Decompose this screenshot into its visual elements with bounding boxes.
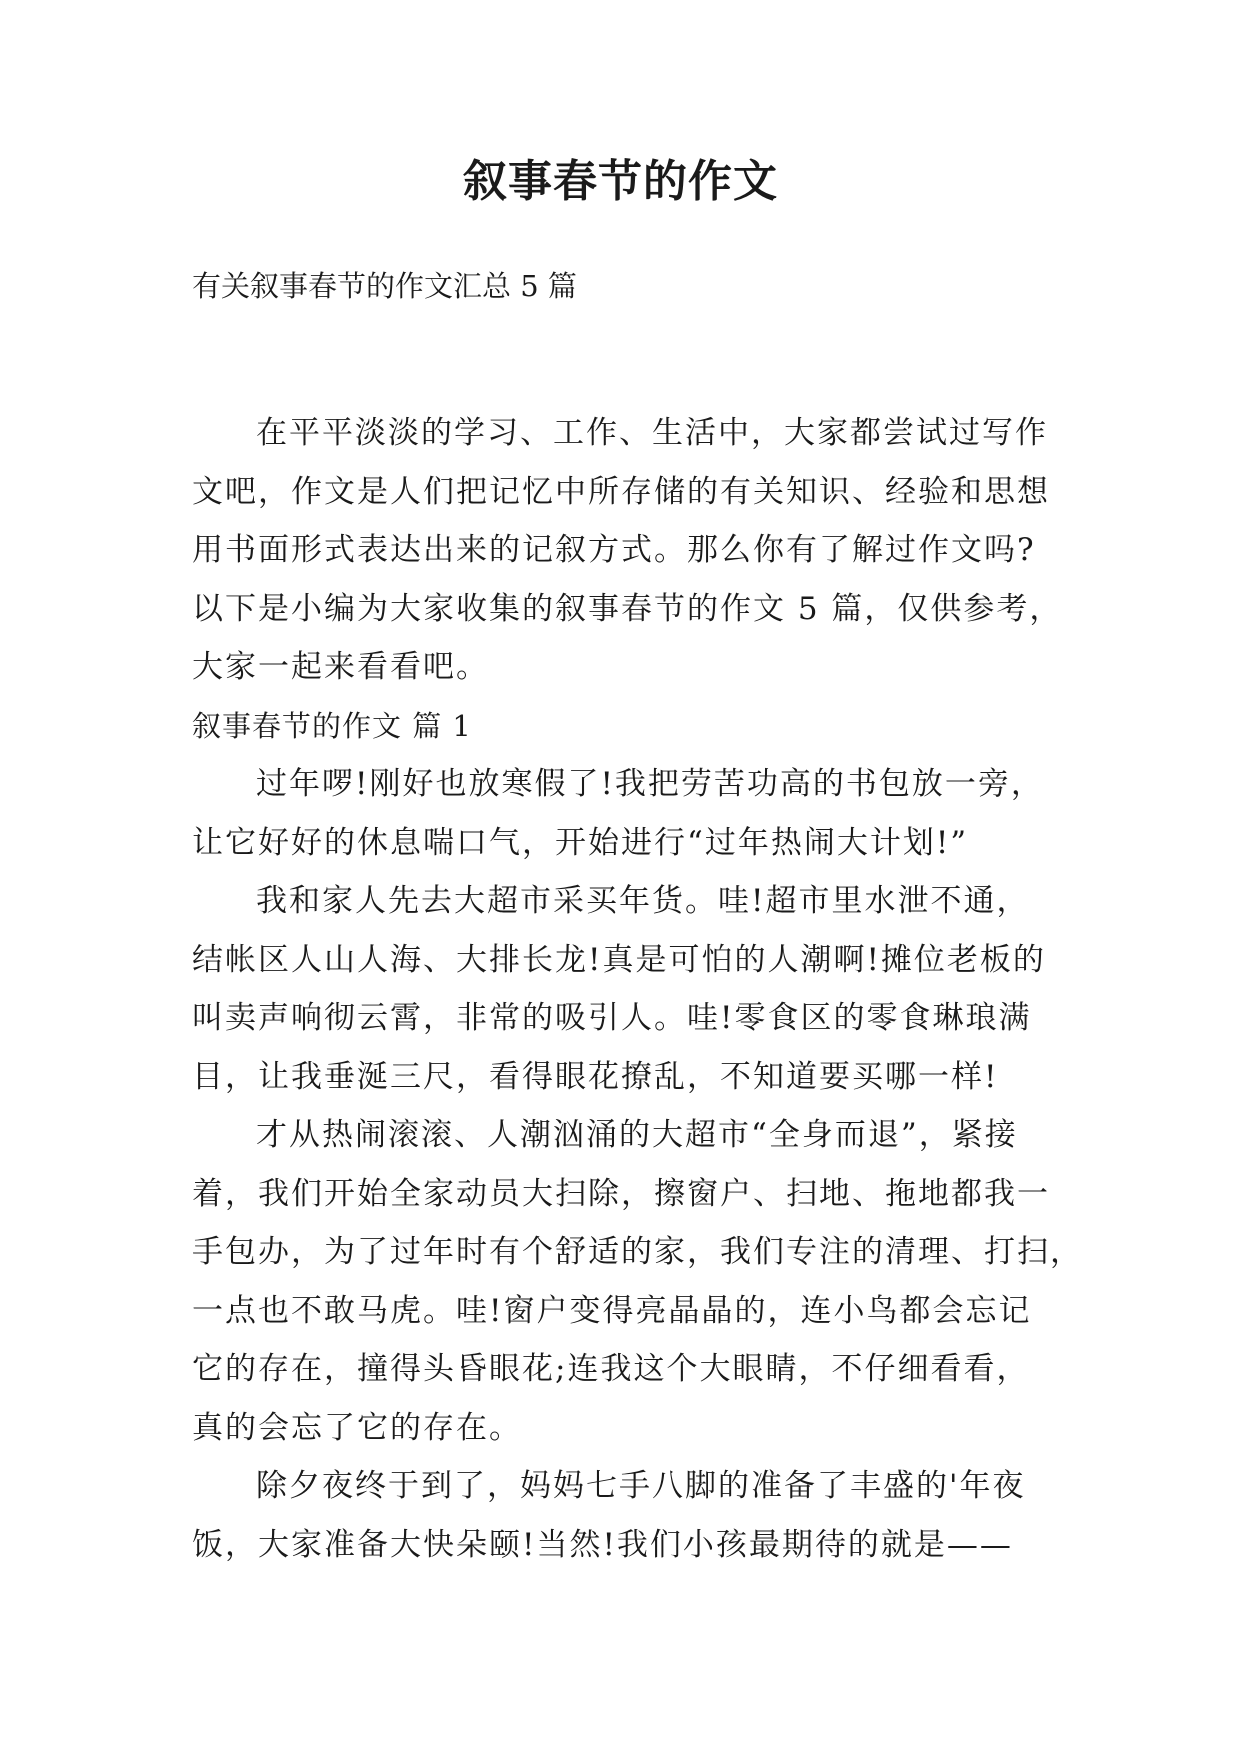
paragraph-line: 叫卖声响彻云霄，非常的吸引人。哇!零食区的零食琳琅满: [192, 1000, 1032, 1036]
paragraph-line: 它的存在，撞得头昏眼花;连我这个大眼睛，不仔细看看，: [192, 1351, 1030, 1387]
paragraph-line: 结帐区人山人海、大排长龙!真是可怕的人潮啊!摊位老板的: [192, 941, 1046, 978]
paragraph-line: 真的会忘了它的存在。: [192, 1409, 522, 1446]
paragraph-line: 着，我们开始全家动员大扫除，擦窗户、扫地、拖地都我一: [192, 1175, 1050, 1212]
paragraph-line: 以下是小编为大家收集的叙事春节的作文 5 篇，仅供参考，: [192, 590, 1063, 627]
paragraph-line: 大家一起来看看吧。: [192, 649, 489, 685]
paragraph-line: 让它好好的休息喘口气，开始进行“过年热闹大计划!”: [192, 824, 969, 861]
document-subtitle: 有关叙事春节的作文汇总 5 篇: [192, 269, 577, 303]
section-heading: 叙事春节的作文 篇 1: [192, 708, 472, 743]
paragraph-line: 过年啰!刚好也放寒假了!我把劳苦功高的书包放一旁，: [256, 766, 1044, 802]
document-title: 叙事春节的作文: [463, 156, 778, 207]
paragraph-line: 用书面形式表达出来的记叙方式。那么你有了解过作文吗?: [192, 532, 1036, 568]
paragraph-line: 饭，大家准备大快朵颐!当然!我们小孩最期待的就是——: [192, 1526, 1013, 1563]
paragraph-line: 才从热闹滚滚、人潮汹涌的大超市“全身而退”，紧接: [256, 1117, 1018, 1153]
paragraph-line: 我和家人先去大超市采买年货。哇!超市里水泄不通，: [256, 883, 1030, 919]
paragraph-line: 目，让我垂涎三尺，看得眼花撩乱，不知道要买哪一样!: [192, 1058, 999, 1095]
paragraph-line: 一点也不敢马虎。哇!窗户变得亮晶晶的，连小鸟都会忘记: [192, 1292, 1032, 1329]
paragraph-line: 除夕夜终于到了，妈妈七手八脚的准备了丰盛的'年夜: [256, 1468, 1026, 1504]
document-body: [192, 404, 1083, 1574]
paragraph-line: 手包办，为了过年时有个舒适的家，我们专注的清理、打扫，: [192, 1234, 1083, 1270]
paragraph-line: 文吧，作文是人们把记忆中所存储的有关知识、经验和思想: [192, 473, 1050, 510]
paragraph-line: 在平平淡淡的学习、工作、生活中，大家都尝试过写作: [256, 415, 1048, 451]
